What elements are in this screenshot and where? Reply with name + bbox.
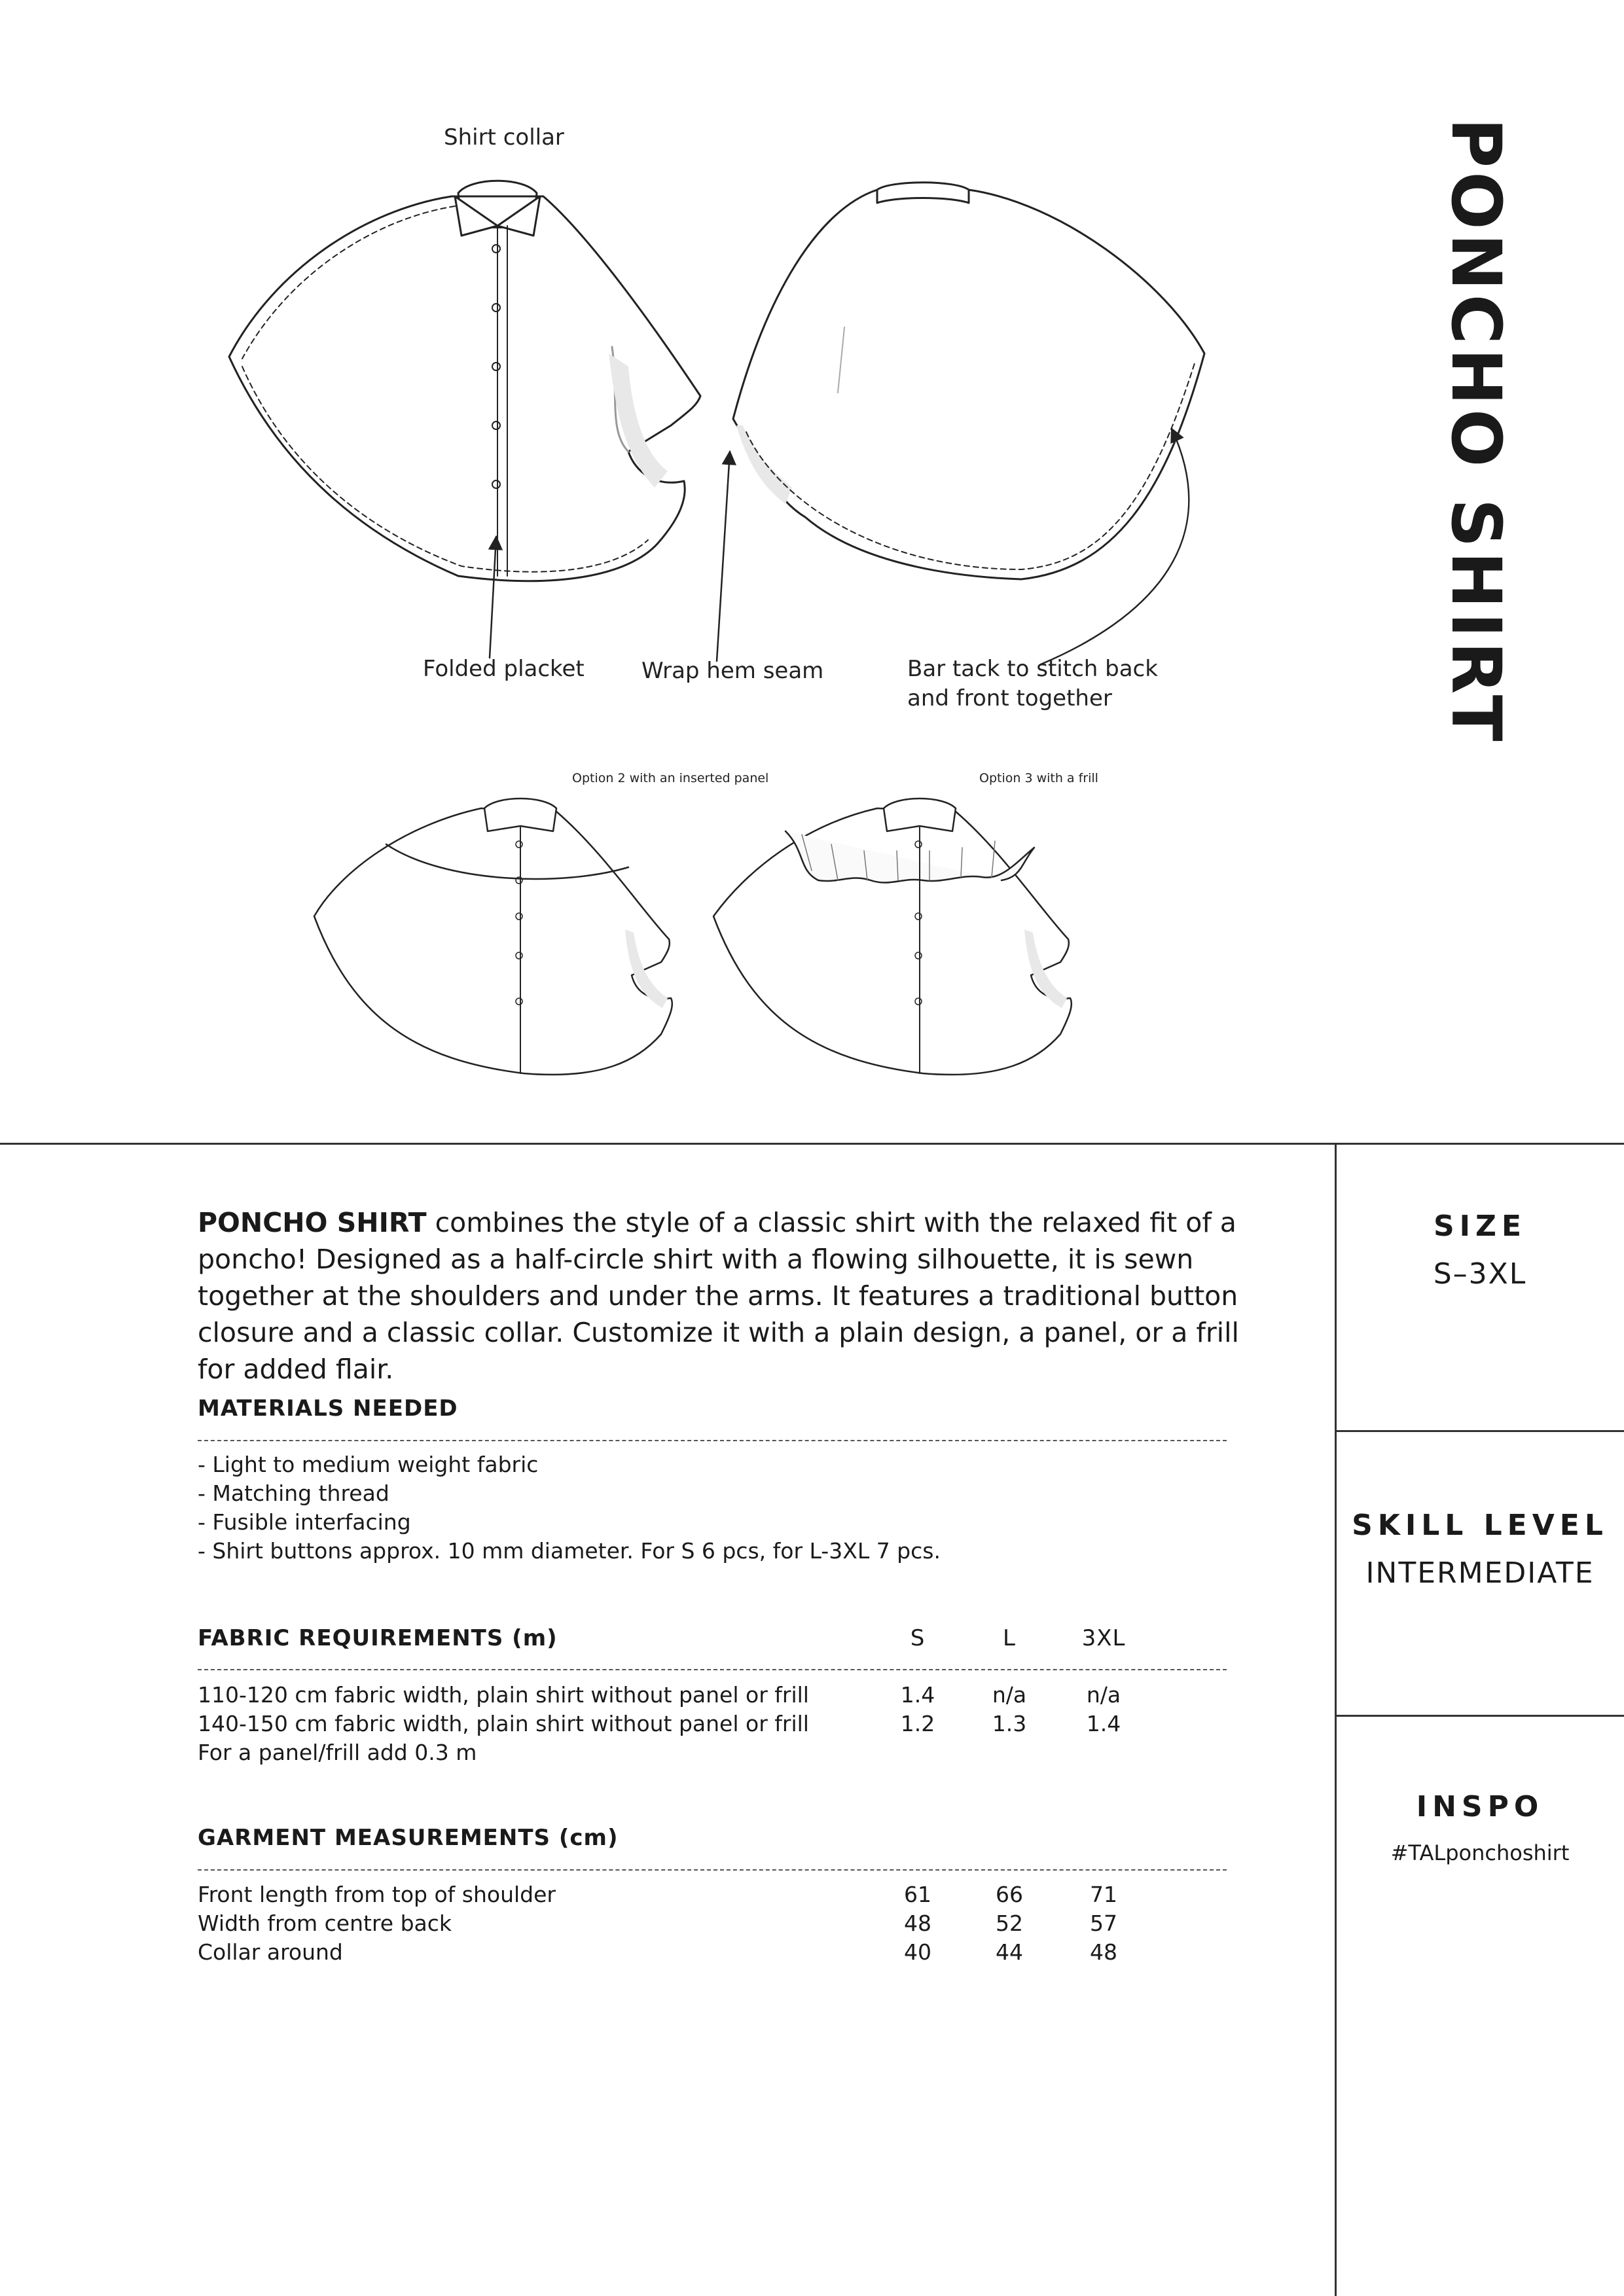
inspo-hashtag: #TALponchoshirt — [1390, 1840, 1570, 1865]
option3-drawing — [713, 798, 1072, 1075]
garment-row-l: 66 — [996, 1882, 1023, 1907]
back-view-drawing — [733, 183, 1204, 579]
option3-frill — [785, 831, 1034, 883]
front-collar-right — [497, 196, 540, 236]
fabric-header-row — [198, 1625, 1245, 1654]
garment-heading: GARMENT MEASUREMENTS (cm) — [198, 1825, 619, 1851]
garment-row-l: 52 — [996, 1910, 1023, 1936]
label-bar-tack-1: Bar tack to stitch back — [907, 656, 1158, 682]
horizontal-divider — [0, 1143, 1624, 1145]
technical-drawings — [0, 0, 1624, 1139]
button — [492, 422, 500, 429]
fabric-row-3xl: n/a — [1086, 1682, 1121, 1708]
size-block — [1336, 1210, 1624, 1291]
back-body-outline — [733, 190, 1204, 579]
front-collar-left — [455, 196, 497, 236]
column-l: L — [1003, 1625, 1016, 1651]
option3-outline — [713, 808, 1072, 1075]
arrow-bar-tack — [1041, 429, 1189, 664]
front-view-drawing — [229, 181, 700, 581]
fabric-note: For a panel/frill add 0.3 m — [198, 1740, 477, 1765]
size-heading: SIZE — [1433, 1210, 1527, 1243]
fabric-note-row — [198, 1740, 1245, 1768]
back-hem-stitch — [746, 363, 1195, 569]
skill-level-block — [1336, 1509, 1624, 1590]
vertical-divider — [1335, 1143, 1337, 2296]
column-s: S — [910, 1625, 926, 1651]
front-inner-seam — [242, 206, 455, 359]
fabric-row-s: 1.2 — [900, 1711, 935, 1736]
materials-item: - Matching thread — [198, 1480, 389, 1506]
column-3xl: 3XL — [1081, 1625, 1126, 1651]
garment-row — [198, 1939, 1245, 1968]
fabric-row — [198, 1711, 1245, 1740]
label-bar-tack-2: and front together — [907, 685, 1112, 711]
garment-row — [198, 1910, 1245, 1939]
skill-level-heading: SKILL LEVEL — [1352, 1509, 1608, 1542]
label-option2: Option 2 with an inserted panel — [572, 771, 769, 785]
size-value: S–3XL — [1433, 1257, 1527, 1291]
option2-outline — [314, 808, 672, 1075]
skill-level-value: INTERMEDIATE — [1365, 1556, 1595, 1590]
inspo-block — [1336, 1790, 1624, 1865]
garment-row-label: Front length from top of shoulder — [198, 1882, 556, 1907]
materials-dashed-rule — [198, 1440, 1227, 1441]
materials-list — [198, 1450, 941, 1566]
fabric-row-l: n/a — [992, 1682, 1027, 1708]
intro-paragraph — [198, 1204, 1245, 1388]
button — [492, 480, 500, 488]
label-folded-placket: Folded placket — [423, 656, 585, 682]
garment-row-l: 44 — [996, 1939, 1023, 1965]
materials-heading: MATERIALS NEEDED — [198, 1395, 458, 1422]
option2-panel-seam — [386, 844, 628, 879]
fabric-row-s: 1.4 — [900, 1682, 935, 1708]
fabric-row-label: 110-120 cm fabric width, plain shirt without panel or frill — [198, 1682, 809, 1708]
option2-drawing — [314, 798, 672, 1075]
garment-row-s: 61 — [904, 1882, 931, 1907]
button — [492, 304, 500, 312]
fabric-dashed-rule — [198, 1669, 1227, 1670]
materials-item: - Fusible interfacing — [198, 1509, 411, 1535]
fabric-row-l: 1.3 — [992, 1711, 1027, 1736]
fabric-row-3xl: 1.4 — [1086, 1711, 1121, 1736]
front-buttons — [492, 245, 500, 488]
intro-text: combines the style of a classic shirt with the relaxed fit of a poncho! Designed as a half-circle shirt with a flowing silhouette, it is sewn together at the shoulders and under the arms. It features a traditional button closure and a classic collar. Customize it with a plain design, a panel, or a frill for added flair. — [198, 1207, 1239, 1385]
sidebar-divider-1 — [1336, 1430, 1624, 1432]
arrow-wrap-hem — [717, 452, 730, 661]
back-sleeve-shade — [736, 425, 792, 504]
garment-row-label: Width from centre back — [198, 1910, 452, 1936]
back-seam — [838, 327, 844, 393]
label-shirt-collar: Shirt collar — [444, 124, 564, 151]
fabric-row-label: 140-150 cm fabric width, plain shirt without panel or frill — [198, 1711, 809, 1736]
button — [492, 363, 500, 370]
garment-row-label: Collar around — [198, 1939, 343, 1965]
garment-row — [198, 1882, 1245, 1910]
fabric-heading: FABRIC REQUIREMENTS (m) — [198, 1625, 558, 1651]
fabric-row — [198, 1682, 1245, 1711]
sidebar-divider-2 — [1336, 1715, 1624, 1717]
garment-dashed-rule — [198, 1869, 1227, 1871]
garment-row-s: 48 — [904, 1910, 931, 1936]
label-wrap-hem-seam: Wrap hem seam — [641, 658, 824, 684]
inspo-heading: INSPO — [1416, 1790, 1544, 1823]
arrow-folded-placket — [490, 537, 496, 658]
button — [492, 245, 500, 253]
back-collar — [877, 183, 969, 203]
materials-item: - Light to medium weight fabric — [198, 1452, 539, 1477]
garment-row-3xl: 48 — [1090, 1939, 1117, 1965]
option2-buttons — [516, 841, 522, 1005]
materials-item: - Shirt buttons approx. 10 mm diameter. For S 6 pcs, for L-3XL 7 pcs. — [198, 1538, 941, 1564]
intro-product-name: PONCHO SHIRT — [198, 1207, 427, 1238]
page-title: PONCHO SHIRT — [1436, 118, 1516, 745]
label-option3: Option 3 with a frill — [979, 771, 1098, 785]
garment-row-s: 40 — [904, 1939, 931, 1965]
garment-row-3xl: 57 — [1090, 1910, 1117, 1936]
garment-row-3xl: 71 — [1090, 1882, 1117, 1907]
